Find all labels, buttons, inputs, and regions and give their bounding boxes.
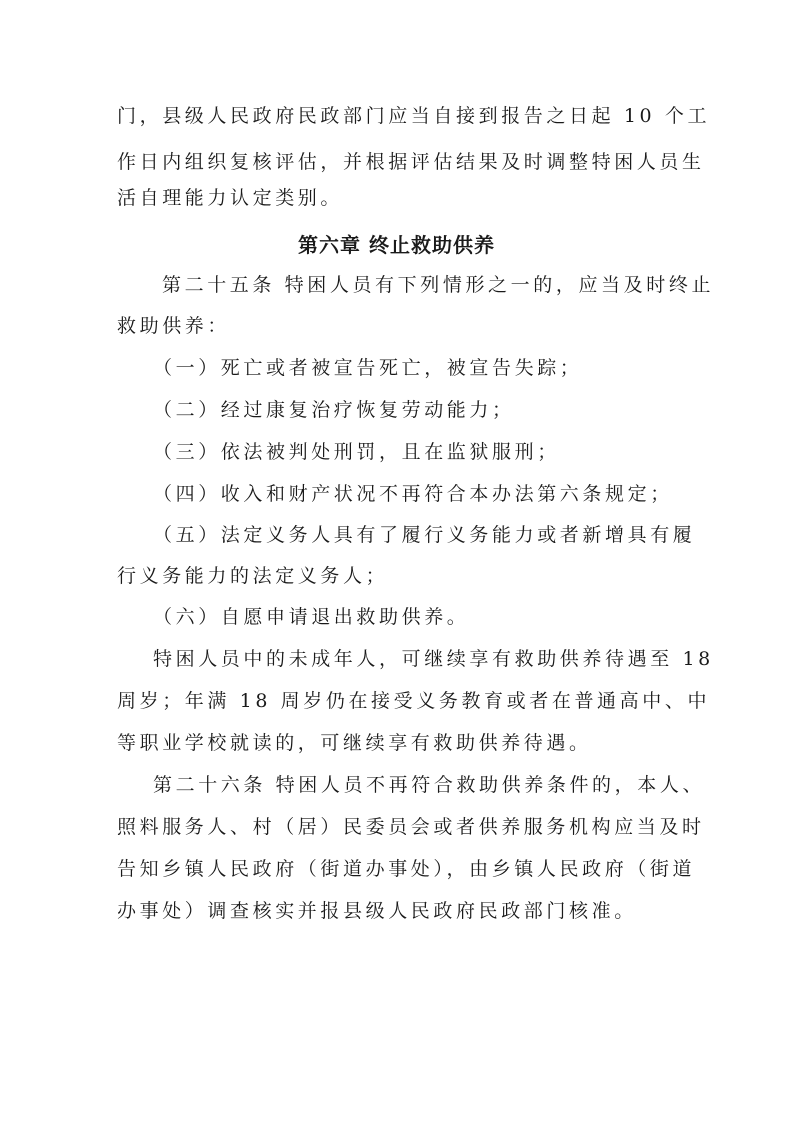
list-item-continuation: 行义务能力的法定义务人； (117, 565, 389, 587)
list-item: （五）法定义务人具有了履行义务能力或者新增具有履 (153, 524, 696, 546)
article-26-heading: 第二十六条 特困人员不再符合救助供养条件的，本人、 (153, 774, 706, 796)
list-item: （二）经过康复治疗恢复劳动能力； (153, 399, 515, 421)
paragraph-line: 门，县级人民政府民政部门应当自接到报告之日起 10 个工 (117, 105, 711, 127)
chapter-title: 第六章 终止救助供养 (298, 233, 495, 257)
paragraph-line: 等职业学校就读的，可继续享有救助供养待遇。 (117, 732, 592, 754)
paragraph-line: 特困人员中的未成年人，可继续享有救助供养待遇至 18 (153, 648, 714, 670)
list-item: （一）死亡或者被宣告死亡，被宣告失踪； (153, 357, 583, 379)
paragraph-line: 照料服务人、村（居）民委员会或者供养服务机构应当及时 (117, 816, 705, 838)
paragraph-line: 告知乡镇人民政府（街道办事处），由乡镇人民政府（街道 (117, 858, 696, 880)
paragraph-line: 救助供养： (117, 315, 231, 337)
article-25-heading: 第二十五条 特困人员有下列情形之一的，应当及时终止 (162, 274, 715, 296)
paragraph-line: 作日内组织复核评估，并根据评估结果及时调整特困人员生 (117, 151, 705, 173)
paragraph-line: 活自理能力认定类别。 (117, 187, 344, 209)
list-item: （六）自愿申请退出救助供养。 (153, 606, 470, 628)
paragraph-line: 办事处）调查核实并报县级人民政府民政部门核准。 (117, 900, 637, 922)
paragraph-line: 周岁；年满 18 周岁仍在接受义务教育或者在普通高中、中 (117, 690, 711, 712)
list-item: （四）收入和财产状况不再符合本办法第六条规定； (153, 483, 673, 505)
list-item: （三）依法被判处刑罚，且在监狱服刑； (153, 441, 560, 463)
